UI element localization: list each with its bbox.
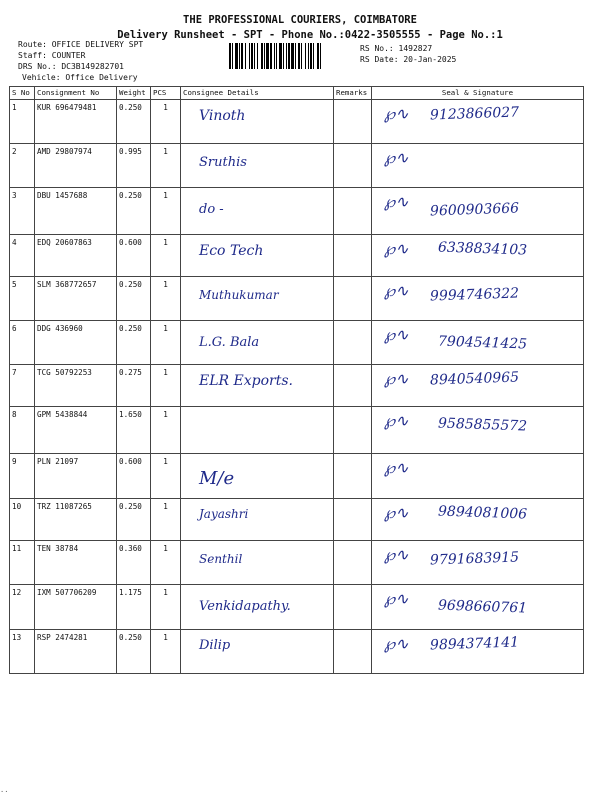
weight-cell: 0.600 [117, 454, 151, 499]
signature-scribble-icon: ℘∿ [384, 458, 409, 477]
col-pcs: PCS [151, 87, 181, 100]
weight-cell: 0.250 [117, 630, 151, 674]
pcs-cell: 1 [151, 407, 181, 454]
remarks-cell [334, 321, 372, 365]
vehicle-label: Vehicle: Office Delivery [22, 73, 138, 82]
pcs-cell: 1 [151, 454, 181, 499]
weight-cell: 1.175 [117, 585, 151, 630]
remarks-cell [334, 499, 372, 541]
signature-cell [372, 630, 584, 674]
remarks-cell [334, 144, 372, 188]
rs-number: RS No.: 1492827 [360, 44, 433, 53]
runsheet-table [9, 86, 584, 674]
consignee-handwriting: Eco Tech [199, 243, 264, 259]
consignment-cell: GPM 5438844 [35, 407, 117, 454]
consignee-handwriting: L.G. Bala [199, 335, 260, 350]
signature-handwriting: 9994746322 [429, 285, 520, 305]
consignment-cell: AMD 29807974 [35, 144, 117, 188]
signature-scribble-icon: ℘∿ [384, 325, 409, 344]
signature-scribble-icon: ℘∿ [384, 503, 409, 522]
signature-cell [372, 100, 584, 144]
col-weight: Weight [117, 87, 151, 100]
signature-scribble-icon: ℘∿ [384, 104, 409, 123]
remarks-cell [334, 188, 372, 235]
signature-cell [372, 407, 584, 454]
signature-cell [372, 144, 584, 188]
route-label: Route: OFFICE DELIVERY SPT [18, 40, 144, 49]
table-row [10, 499, 584, 541]
sno-cell: 1 [10, 100, 35, 144]
consignment-cell: PLN 21097 [35, 454, 117, 499]
sno-cell: 2 [10, 144, 35, 188]
signature-handwriting: 9698660761 [437, 597, 528, 617]
sno-cell: 12 [10, 585, 35, 630]
col-consignment: Consignment No [35, 87, 117, 100]
consignee-handwriting: M/e [199, 468, 235, 489]
signature-handwriting: 7904541425 [437, 333, 528, 353]
pcs-cell: 1 [151, 630, 181, 674]
table-row [10, 630, 584, 674]
sno-cell: 10 [10, 499, 35, 541]
table-row [10, 365, 584, 407]
signature-scribble-icon: ℘∿ [384, 148, 409, 167]
consignee-cell [181, 499, 334, 541]
signature-cell [372, 235, 584, 277]
consignee-cell [181, 321, 334, 365]
signature-handwriting: 9791683915 [429, 549, 520, 569]
table-row [10, 235, 584, 277]
signature-scribble-icon: ℘∿ [384, 589, 409, 608]
consignment-cell: IXM 507706209 [35, 585, 117, 630]
sno-cell: 4 [10, 235, 35, 277]
weight-cell: 0.250 [117, 499, 151, 541]
col-remarks: Remarks [334, 87, 372, 100]
weight-cell: 0.250 [117, 188, 151, 235]
consignee-handwriting: Senthil [199, 552, 243, 566]
remarks-cell [334, 235, 372, 277]
consignee-cell [181, 541, 334, 585]
signature-handwriting: 9600903666 [429, 200, 520, 220]
sno-cell: 11 [10, 541, 35, 585]
consignee-cell [181, 585, 334, 630]
signature-handwriting: 9585855572 [437, 415, 528, 435]
consignee-cell [181, 630, 334, 674]
table-row [10, 100, 584, 144]
weight-cell: 0.360 [117, 541, 151, 585]
sno-cell: 8 [10, 407, 35, 454]
consignment-cell: KUR 696479481 [35, 100, 117, 144]
signature-cell [372, 365, 584, 407]
table-row [10, 321, 584, 365]
consignee-handwriting: do - [199, 202, 224, 217]
signature-scribble-icon: ℘∿ [384, 281, 409, 300]
signature-handwriting: 6338834103 [437, 239, 528, 259]
signature-handwriting: 9123866027 [429, 104, 520, 124]
signature-scribble-icon: ℘∿ [384, 239, 409, 258]
col-signature: Seal & Signature [372, 87, 584, 100]
consignment-cell: SLM 368772657 [35, 277, 117, 321]
signature-cell [372, 277, 584, 321]
company-name: THE PROFESSIONAL COURIERS, COIMBATORE [183, 14, 417, 26]
page-mark: ·· [0, 788, 9, 796]
signature-scribble-icon: ℘∿ [384, 545, 409, 564]
sno-cell: 5 [10, 277, 35, 321]
consignee-handwriting: Jayashri [199, 507, 249, 521]
signature-handwriting: 9894081006 [437, 503, 528, 523]
weight-cell: 0.250 [117, 321, 151, 365]
signature-cell [372, 454, 584, 499]
signature-scribble-icon: ℘∿ [384, 634, 409, 653]
sno-cell: 7 [10, 365, 35, 407]
col-sno: S No [10, 87, 35, 100]
signature-cell [372, 321, 584, 365]
pcs-cell: 1 [151, 321, 181, 365]
remarks-cell [334, 541, 372, 585]
consignment-cell: DDG 436960 [35, 321, 117, 365]
rs-info [360, 43, 456, 65]
consignee-handwriting: Venkidapathy. [199, 599, 291, 614]
remarks-cell [334, 277, 372, 321]
pcs-cell: 1 [151, 188, 181, 235]
table-row [10, 454, 584, 499]
consignee-handwriting: ELR Exports. [199, 373, 293, 389]
consignment-cell: RSP 2474281 [35, 630, 117, 674]
remarks-cell [334, 630, 372, 674]
remarks-cell [334, 365, 372, 407]
consignee-cell [181, 144, 334, 188]
consignee-cell [181, 277, 334, 321]
consignment-cell: DBU 1457688 [35, 188, 117, 235]
remarks-cell [334, 407, 372, 454]
remarks-cell [334, 585, 372, 630]
weight-cell: 0.600 [117, 235, 151, 277]
signature-cell [372, 541, 584, 585]
runsheet-title: Delivery Runsheet - SPT - Phone No.:0422-3505555 - Page No.:1 [117, 29, 503, 41]
pcs-cell: 1 [151, 499, 181, 541]
signature-scribble-icon: ℘∿ [384, 369, 409, 388]
consignment-cell: TRZ 11087265 [35, 499, 117, 541]
consignee-handwriting: Sruthis [199, 155, 247, 170]
table-row [10, 407, 584, 454]
signature-cell [372, 188, 584, 235]
sno-cell: 6 [10, 321, 35, 365]
table-row [10, 144, 584, 188]
weight-cell: 0.250 [117, 100, 151, 144]
table-header-row [10, 87, 584, 100]
consignment-cell: TEN 38784 [35, 541, 117, 585]
sno-cell: 9 [10, 454, 35, 499]
staff-label: Staff: COUNTER [18, 51, 86, 60]
consignee-handwriting: Vinoth [199, 108, 246, 124]
weight-cell: 0.275 [117, 365, 151, 407]
sno-cell: 3 [10, 188, 35, 235]
table-row [10, 585, 584, 630]
consignee-cell [181, 188, 334, 235]
rs-date: RS Date: 20-Jan-2025 [360, 55, 457, 64]
consignee-handwriting: Muthukumar [199, 288, 279, 302]
pcs-cell: 1 [151, 277, 181, 321]
signature-scribble-icon: ℘∿ [384, 192, 409, 211]
signature-cell [372, 585, 584, 630]
drs-number: DRS No.: DC3B149282701 [18, 62, 124, 71]
consignment-cell: EDQ 20607863 [35, 235, 117, 277]
remarks-cell [334, 100, 372, 144]
table-row [10, 541, 584, 585]
pcs-cell: 1 [151, 100, 181, 144]
consignee-cell [181, 235, 334, 277]
consignee-cell [181, 454, 334, 499]
signature-scribble-icon: ℘∿ [384, 411, 409, 430]
consignee-handwriting: Dilip [199, 638, 231, 653]
sno-cell: 13 [10, 630, 35, 674]
pcs-cell: 1 [151, 235, 181, 277]
remarks-cell [334, 454, 372, 499]
consignment-cell: TCG 50792253 [35, 365, 117, 407]
consignee-cell [181, 100, 334, 144]
col-consignee: Consignee Details [181, 87, 334, 100]
pcs-cell: 1 [151, 541, 181, 585]
consignee-cell [181, 407, 334, 454]
pcs-cell: 1 [151, 365, 181, 407]
barcode [229, 43, 354, 69]
weight-cell: 0.995 [117, 144, 151, 188]
consignee-cell [181, 365, 334, 407]
signature-cell [372, 499, 584, 541]
pcs-cell: 1 [151, 144, 181, 188]
table-row [10, 188, 584, 235]
pcs-cell: 1 [151, 585, 181, 630]
signature-handwriting: 8940540965 [429, 369, 520, 389]
weight-cell: 1.650 [117, 407, 151, 454]
signature-handwriting: 9894374141 [429, 634, 520, 654]
weight-cell: 0.250 [117, 277, 151, 321]
table-row [10, 277, 584, 321]
